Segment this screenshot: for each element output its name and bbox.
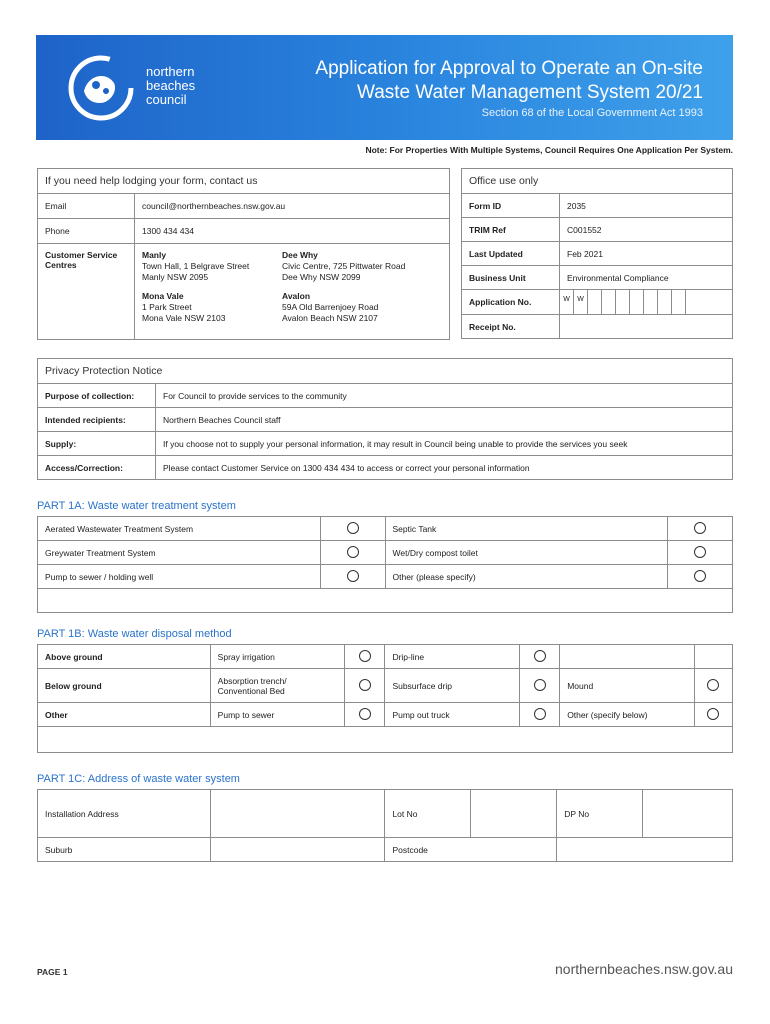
other-disposal-specify-field[interactable] [38,727,733,753]
office-heading: Office use only [462,169,733,194]
other-treatment-specify-field[interactable] [38,589,733,613]
part-1b-title: PART 1B: Waste water disposal method [37,628,232,640]
radio-other-disposal[interactable] [694,703,732,727]
radio-septic-tank[interactable] [668,517,733,541]
receipt-no-field[interactable] [560,315,733,339]
radio-drip-line[interactable] [520,645,560,669]
privacy-row-label: Intended recipients: [38,408,156,432]
option-label: Septic Tank [385,517,668,541]
header-banner [36,35,733,140]
part-1a-table [37,516,733,613]
installation-address-field[interactable] [210,790,385,838]
privacy-row-value: For Council to provide services to the community [156,384,733,408]
radio-circle-icon[interactable] [694,546,706,558]
option-label: Aerated Wastewater Treatment System [38,517,321,541]
centre-manly: Manly Town Hall, 1 Belgrave Street Manly NSW 2095 [142,250,250,282]
page-title: Application for Approval to Operate an On-site Waste Water Management System 20/21 [315,58,703,103]
option-label: Absorption trench/ Conventional Bed [210,669,345,703]
radio-circle-icon[interactable] [694,522,706,534]
option-label: Pump out truck [385,703,520,727]
multiple-systems-note: Note: For Properties With Multiple Systems, Council Requires One Application Per System. [365,145,733,155]
option-label: Wet/Dry compost toilet [385,541,668,565]
radio-circle-icon[interactable] [707,708,719,720]
part-1c-title: PART 1C: Address of waste water system [37,773,240,785]
centres-label: Customer Service Centres [38,244,135,340]
centres-cell [135,244,450,340]
application-no-field[interactable]: W W [560,290,733,315]
privacy-row-value: Please contact Customer Service on 1300 434 434 to access or correct your personal information [156,456,733,480]
radio-mound[interactable] [694,669,732,703]
contact-heading: If you need help lodging your form, contact us [38,169,450,194]
option-label [560,645,695,669]
row-label: Below ground [38,669,211,703]
radio-circle-icon[interactable] [359,679,371,691]
privacy-row-label: Supply: [38,432,156,456]
dp-no-label: DP No [557,790,643,838]
form-id-label: Form ID [462,194,560,218]
postcode-label: Postcode [385,838,557,862]
trim-ref-value: C001552 [560,218,733,242]
trim-ref-label: TRIM Ref [462,218,560,242]
centre-mona-vale: Mona Vale 1 Park Street Mona Vale NSW 2103 [142,291,226,323]
privacy-row-label: Access/Correction: [38,456,156,480]
radio-pump-to-sewer[interactable] [320,565,385,589]
option-label: Pump to sewer / holding well [38,565,321,589]
suburb-field[interactable] [210,838,385,862]
form-id-value: 2035 [560,194,733,218]
radio-circle-icon[interactable] [534,650,546,662]
email-label: Email [38,194,135,219]
radio-awts[interactable] [320,517,385,541]
logo-text: northern beaches council [146,64,196,107]
radio-circle-icon[interactable] [347,570,359,582]
part-1c-table [37,789,733,862]
empty-cell [694,645,732,669]
council-website[interactable]: northernbeaches.nsw.gov.au [555,961,733,977]
receipt-no-label: Receipt No. [462,315,560,339]
radio-greywater[interactable] [320,541,385,565]
application-no-label: Application No. [462,290,560,315]
lot-no-label: Lot No [385,790,471,838]
last-updated-value: Feb 2021 [560,242,733,266]
option-label: Other (please specify) [385,565,668,589]
centre-dee-why: Dee Why Civic Centre, 725 Pittwater Road Dee Why NSW 2099 [282,250,406,282]
privacy-row-label: Purpose of collection: [38,384,156,408]
option-label: Spray irrigation [210,645,345,669]
last-updated-label: Last Updated [462,242,560,266]
phone-value[interactable]: 1300 434 434 [135,219,450,244]
privacy-heading: Privacy Protection Notice [38,359,733,384]
postcode-field[interactable] [557,838,733,862]
page-subtitle: Section 68 of the Local Government Act 1993 [481,107,703,119]
contact-table [37,168,450,340]
part-1b-table [37,644,733,753]
radio-spray-irrigation[interactable] [345,645,385,669]
part-1a-title: PART 1A: Waste water treatment system [37,500,236,512]
option-label: Other (specify below) [560,703,695,727]
office-use-table [461,168,733,339]
row-label: Above ground [38,645,211,669]
email-value[interactable]: council@northernbeaches.nsw.gov.au [135,194,450,219]
business-unit-value: Environmental Compliance [560,266,733,290]
council-logo-icon [66,53,136,123]
phone-label: Phone [38,219,135,244]
option-label: Drip-line [385,645,520,669]
lot-no-field[interactable] [471,790,557,838]
radio-subsurface-drip[interactable] [520,669,560,703]
radio-circle-icon[interactable] [534,708,546,720]
radio-other-treatment[interactable] [668,565,733,589]
radio-absorption-trench[interactable] [345,669,385,703]
business-unit-label: Business Unit [462,266,560,290]
radio-circle-icon[interactable] [534,679,546,691]
option-label: Pump to sewer [210,703,345,727]
privacy-row-value: If you choose not to supply your personal information, it may result in Council being unable to provide the services you seek [156,432,733,456]
privacy-table [37,358,733,480]
centre-avalon: Avalon 59A Old Barrenjoey Road Avalon Beach NSW 2107 [282,291,379,323]
suburb-label: Suburb [38,838,211,862]
installation-address-label: Installation Address [38,790,211,838]
option-label: Greywater Treatment System [38,541,321,565]
privacy-row-value: Northern Beaches Council staff [156,408,733,432]
radio-circle-icon[interactable] [347,546,359,558]
radio-circle-icon[interactable] [707,679,719,691]
dp-no-field[interactable] [643,790,733,838]
radio-circle-icon[interactable] [347,522,359,534]
radio-circle-icon[interactable] [694,570,706,582]
radio-circle-icon[interactable] [359,708,371,720]
radio-circle-icon[interactable] [359,650,371,662]
radio-pump-to-sewer-disposal[interactable] [345,703,385,727]
radio-pump-out-truck[interactable] [520,703,560,727]
option-label: Mound [560,669,695,703]
row-label: Other [38,703,211,727]
option-label: Subsurface drip [385,669,520,703]
radio-compost-toilet[interactable] [668,541,733,565]
page-number: PAGE 1 [37,967,68,977]
